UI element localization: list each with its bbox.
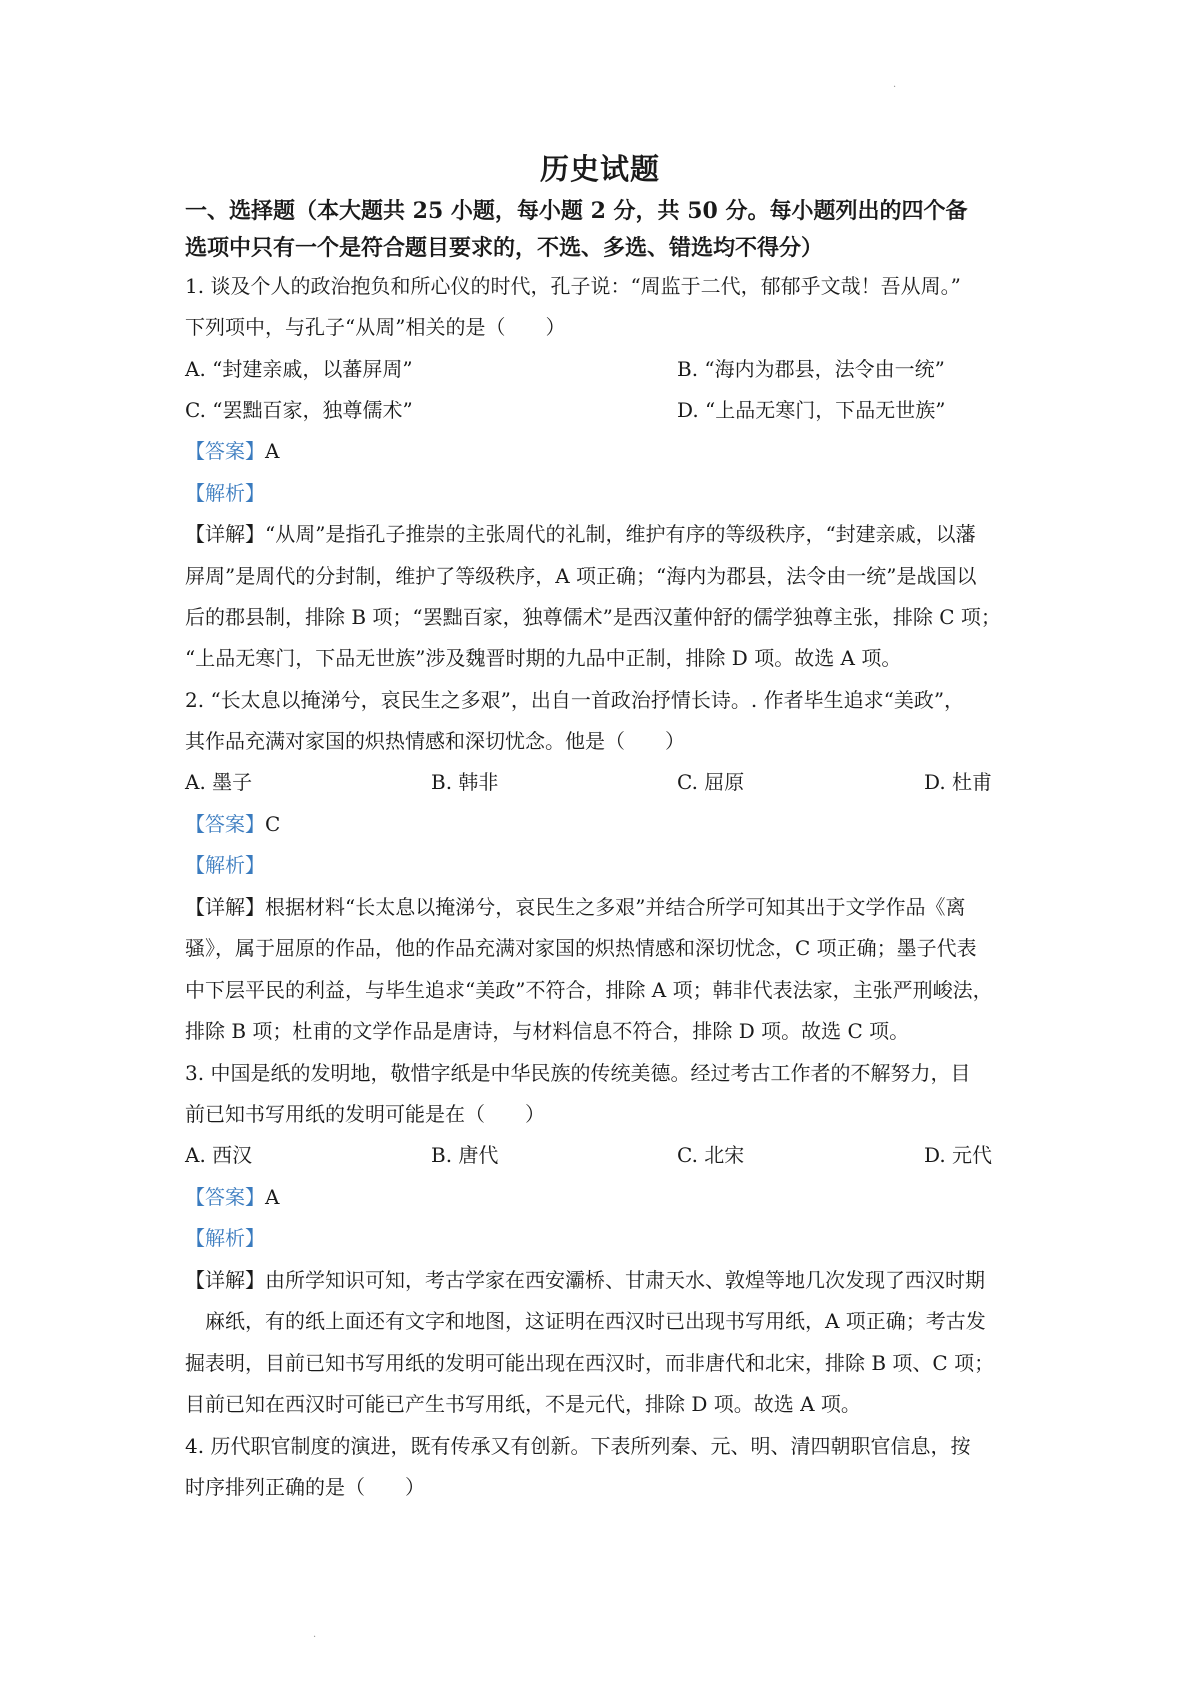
q4-stem-line-1: 4. 历代职官制度的演进，既有传承又有创新。下表所列秦、元、明、清四朝职官信息，按 — [185, 1434, 971, 1458]
page-mark-bottom: · — [313, 1632, 317, 1643]
q3-option-b: B. 唐代 — [431, 1143, 499, 1167]
q3-detail-text-1: 由所学知识可知，考古学家在西安灞桥、甘肃天水、敦煌等地几次发现了西汉时期 — [265, 1268, 985, 1292]
q3-detail-line-4: 目前已知在西汉时可能已产生书写用纸，不是元代，排除 D 项。故选 A 项。 — [185, 1392, 861, 1416]
q1-answer — [185, 437, 279, 465]
q1-option-a: A. “封建亲戚，以蕃屏周” — [185, 357, 413, 381]
q1-stem-line-2: 下列项中，与孔子“从周”相关的是（ ） — [185, 315, 566, 339]
q1-option-b: B. “海内为郡县，法令由一统” — [677, 357, 945, 381]
q2-analysis — [185, 851, 265, 879]
q2-option-b: B. 韩非 — [431, 770, 499, 794]
detail-label: 【详解】 — [185, 895, 265, 919]
q1-answer-value: A — [265, 439, 280, 463]
q2-option-d: D. 杜甫 — [924, 770, 993, 794]
section-heading-line-2: 选项中只有一个是符合题目要求的，不选、多选、错选均不得分） — [185, 235, 824, 261]
q3-answer-value: A — [265, 1185, 280, 1209]
q1-detail-line-4: “上品无寒门，下品无世族”涉及魏晋时期的九品中正制，排除 D 项。故选 A 项。 — [185, 646, 902, 670]
q1-detail-line-1 — [185, 520, 976, 548]
q3-detail-line-2: 麻纸，有的纸上面还有文字和地图，这证明在西汉时已出现书写用纸，A 项正确；考古发 — [205, 1309, 986, 1333]
q2-stem-line-2: 其作品充满对家国的炽热情感和深切忧念。他是（ ） — [185, 729, 685, 753]
q3-option-d: D. 元代 — [924, 1143, 993, 1167]
q3-detail-line-3: 掘表明，目前已知书写用纸的发明可能出现在西汉时，而非唐代和北宋，排除 B 项、C 项； — [185, 1351, 995, 1375]
detail-label: 【详解】 — [185, 522, 265, 546]
q3-option-a: A. 西汉 — [185, 1143, 253, 1167]
q1-analysis — [185, 479, 265, 507]
q2-stem-line-1: 2. “长太息以掩涕兮，哀民生之多艰”，出自一首政治抒情长诗。. 作者毕生追求“美政”， — [185, 688, 965, 712]
q2-detail-line-3: 中下层平民的利益，与毕生追求“美政”不符合，排除 A 项；韩非代表法家，主张严刑峻法， — [185, 978, 993, 1002]
q3-detail-line-1 — [185, 1266, 985, 1294]
q1-option-c: C. “罢黜百家，独尊儒术” — [185, 398, 413, 422]
q3-stem-line-2: 前已知书写用纸的发明可能是在（ ） — [185, 1102, 545, 1126]
q4-stem-line-2: 时序排列正确的是（ ） — [185, 1475, 425, 1499]
q3-answer — [185, 1183, 279, 1211]
q1-stem-line-1: 1. 谈及个人的政治抱负和所心仪的时代，孔子说：“周监于二代，郁郁乎文哉！吾从周。” — [185, 274, 961, 298]
q1-detail-line-3: 后的郡县制，排除 B 项；“罢黜百家，独尊儒术”是西汉董仲舒的儒学独尊主张，排除 C 项； — [185, 605, 1001, 629]
analysis-label: 【解析】 — [185, 481, 265, 505]
q2-detail-text-1: 根据材料“长太息以掩涕兮，哀民生之多艰”并结合所学可知其出于文学作品《离 — [265, 895, 966, 919]
answer-label: 【答案】 — [185, 1185, 265, 1209]
q2-detail-line-2: 骚》，属于屈原的作品，他的作品充满对家国的炽热情感和深切忧念，C 项正确；墨子代表 — [185, 936, 977, 960]
q2-option-a: A. 墨子 — [185, 770, 253, 794]
page-mark-top: · — [893, 82, 897, 93]
detail-label: 【详解】 — [185, 1268, 265, 1292]
q3-analysis — [185, 1224, 265, 1252]
page-title: 历史试题 — [539, 152, 660, 186]
analysis-label: 【解析】 — [185, 853, 265, 877]
q1-detail-text-1: “从周”是指孔子推崇的主张周代的礼制，维护有序的等级秩序，“封建亲戚，以藩 — [265, 522, 976, 546]
q2-answer — [185, 810, 280, 838]
q1-option-d: D. “上品无寒门，下品无世族” — [677, 398, 946, 422]
q2-detail-line-1 — [185, 893, 965, 921]
q2-answer-value: C — [265, 812, 281, 836]
answer-label: 【答案】 — [185, 812, 265, 836]
q3-stem-line-1: 3. 中国是纸的发明地，敬惜字纸是中华民族的传统美德。经过考古工作者的不解努力，目 — [185, 1061, 971, 1085]
q1-detail-line-2: 屏周”是周代的分封制，维护了等级秩序，A 项正确；“海内为郡县，法令由一统”是战国以 — [185, 564, 977, 588]
answer-label: 【答案】 — [185, 439, 265, 463]
q3-option-c: C. 北宋 — [677, 1143, 745, 1167]
q2-option-c: C. 屈原 — [677, 770, 745, 794]
analysis-label: 【解析】 — [185, 1226, 265, 1250]
section-heading-line-1: 一、选择题（本大题共 25 小题，每小题 2 分，共 50 分。每小题列出的四个备 — [185, 198, 968, 224]
q2-detail-line-4: 排除 B 项；杜甫的文学作品是唐诗，与材料信息不符合，排除 D 项。故选 C 项。 — [185, 1019, 910, 1043]
